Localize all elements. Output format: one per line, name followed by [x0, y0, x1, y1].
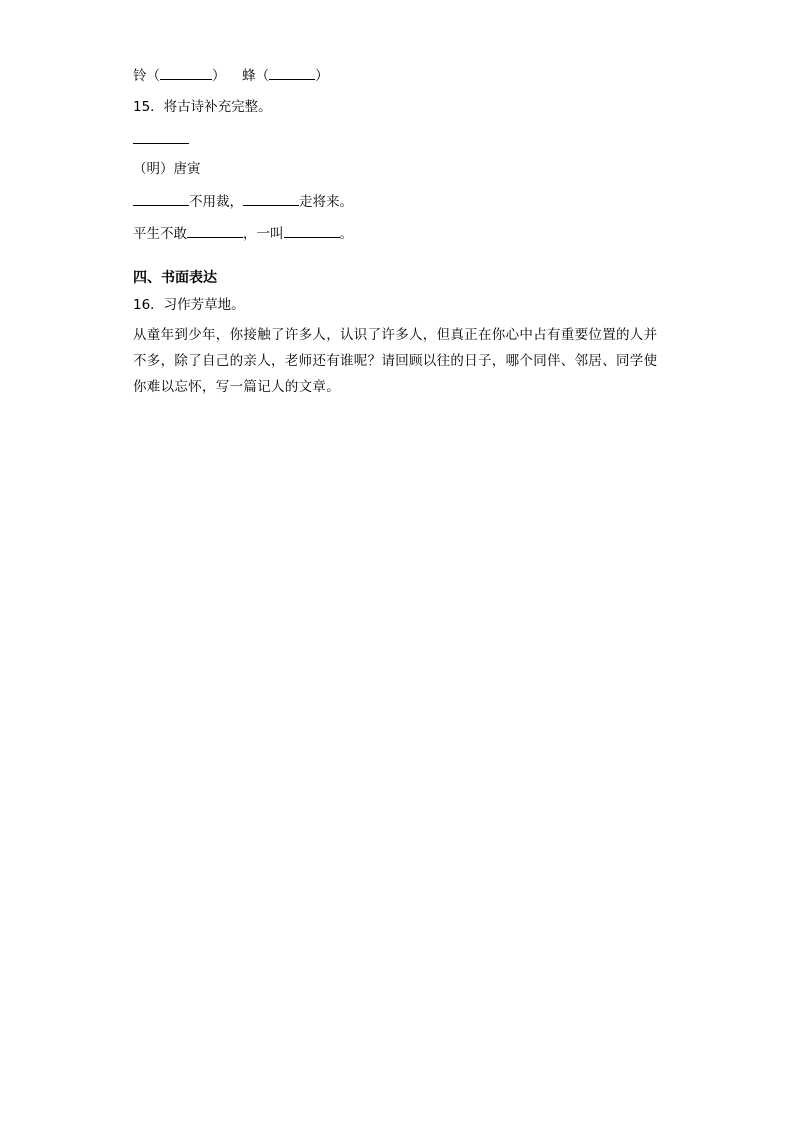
prompt-line: 从童年到少年，你接触了许多人，认识了许多人，但真正在你心中占有重要位置的人并: [133, 327, 658, 343]
poem-title-blank-row: [133, 129, 189, 150]
prompt-line: 不多，除了自己的亲人，老师还有谁呢？请回顾以往的日子，哪个同伴、邻居、同学使: [133, 353, 658, 369]
poem-title-blank[interactable]: [133, 129, 189, 144]
poem-blank-3[interactable]: [187, 223, 243, 238]
char-feng-label: 蜂（: [242, 68, 270, 84]
poem-text: 走将来。: [299, 194, 353, 210]
poem-text: 不用裁，: [189, 194, 243, 210]
poem-blank-4[interactable]: [284, 223, 340, 238]
paren-close: ）: [212, 68, 226, 84]
question-15-title: 15．将古诗补充完整。: [133, 99, 272, 115]
section-heading: 四、书面表达: [133, 270, 217, 286]
prompt-line: 你难以忘怀，写一篇记人的文章。: [133, 379, 340, 395]
question-16-title: 16．习作芳草地。: [133, 297, 245, 313]
poem-text: ，一叫: [243, 226, 284, 242]
poem-line-1: [133, 191, 353, 212]
answer-blank-feng[interactable]: [269, 65, 315, 80]
q14-answer-row: [133, 65, 329, 86]
question-16-prompt: [133, 322, 668, 400]
poem-text: 。: [339, 226, 353, 242]
answer-blank-ling[interactable]: [160, 65, 212, 80]
poem-blank-2[interactable]: [243, 191, 299, 206]
poem-text: 平生不敢: [133, 226, 187, 242]
poem-author: （明）唐寅: [133, 161, 201, 177]
char-ling-label: 铃（: [133, 68, 160, 84]
poem-blank-1[interactable]: [133, 191, 189, 206]
paren-close: ）: [315, 68, 329, 84]
poem-line-2: [133, 223, 353, 244]
